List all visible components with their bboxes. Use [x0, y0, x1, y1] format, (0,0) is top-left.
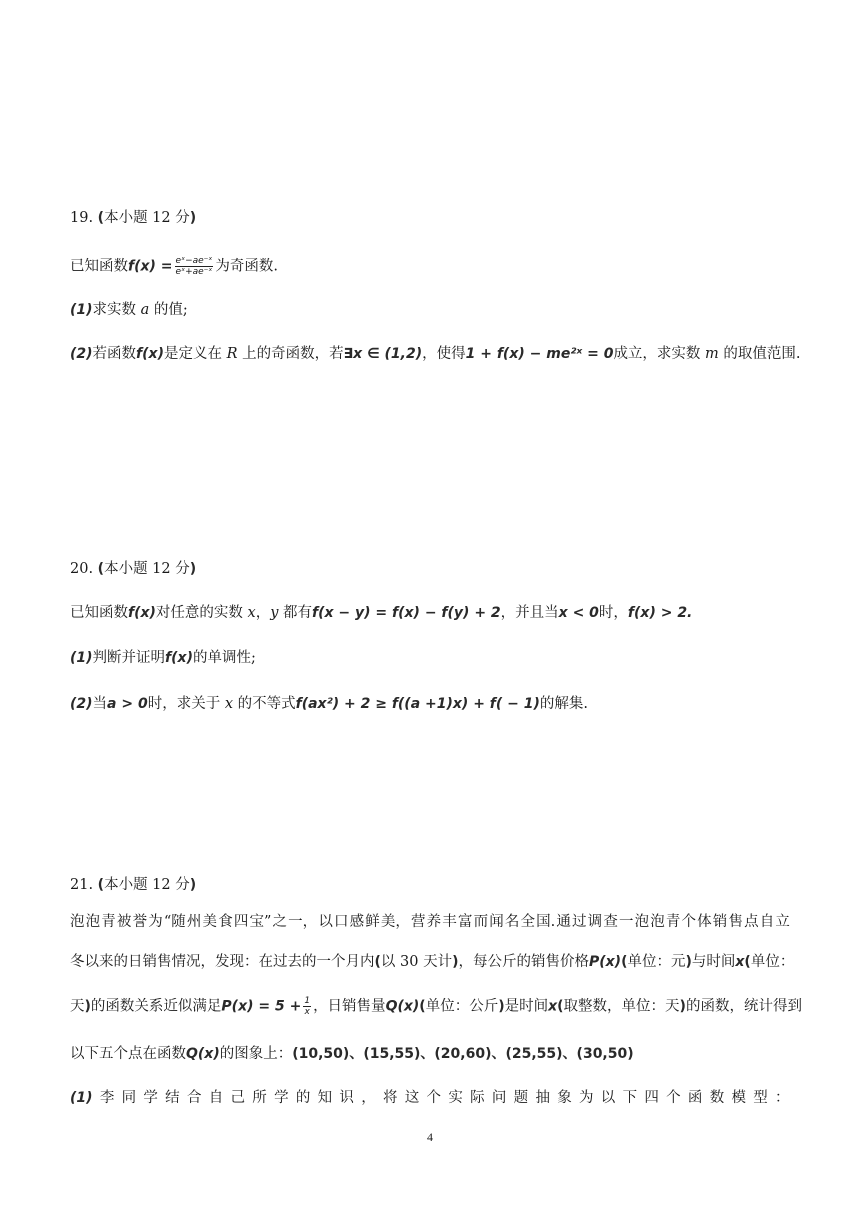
q21-line5-glyph: ：	[775, 1090, 790, 1106]
q21-line1-glyph: 名	[504, 914, 520, 930]
q21-line1-glyph: 而	[473, 914, 489, 930]
q21-line5-glyph: 抽	[535, 1090, 550, 1106]
q21-line2: 冬以来的日销售情况，发现：在过去的一个月内(以 30 天计)，每公斤的销售价格P(x)(单位：元)与时间x(单位：	[70, 954, 795, 970]
q21-data-points: (10,50)、(15,55)、(20,60)、(25,55)、(30,50)	[292, 1046, 634, 1062]
q21-line1-glyph: 州	[186, 914, 202, 930]
q21-line5-glyph: 识	[339, 1090, 354, 1106]
q21-line1-glyph: 查	[603, 914, 618, 930]
q21-line1-glyph: 丰	[442, 914, 457, 930]
q21-line1-glyph: 个	[681, 914, 697, 930]
q21-line1-glyph: 泡	[650, 914, 665, 930]
q21-line5-glyph: 题	[513, 1090, 529, 1106]
q19-part2: (2)若函数f(x)是定义在 R 上的奇函数，若∃x ∈ (1,2)，使得1 + f(x) − me²ˣ = 0成立，求实数 m 的取值范围.	[70, 346, 801, 362]
q21-line5-glyph: 以	[600, 1090, 616, 1106]
q19-function-def: f(x) =	[128, 258, 173, 275]
q21-line5-glyph: 将	[382, 1090, 398, 1106]
q21-line1-glyph: 调	[587, 914, 603, 930]
q21-line1-glyph: 一	[618, 914, 634, 930]
q21-line5-glyph: 李	[99, 1090, 115, 1106]
q21-line1-glyph: 青	[101, 914, 116, 930]
q21-line5-glyph: ，	[361, 1090, 376, 1106]
q21-line5-glyph: 个	[426, 1090, 442, 1106]
q21-line5	[70, 1088, 790, 1108]
q21-line5-glyph: 为	[579, 1090, 594, 1106]
q21-line5-glyph: 象	[557, 1090, 572, 1106]
q21-line1-glyph: 之	[272, 914, 288, 930]
q21-line1-glyph: 食	[218, 914, 233, 930]
q21-line4: 以下五个点在函数Q(x)的图象上：(10,50)、(15,55)、(20,60)、(25,55)、(30,50)	[70, 1046, 634, 1062]
q21-line5-glyph: 学	[274, 1090, 289, 1106]
page-number: 4	[427, 1130, 433, 1144]
q21-line1-glyph: 立	[775, 914, 790, 930]
q21-line5-glyph: 实	[448, 1090, 463, 1106]
q21-line1-glyph: 自	[759, 914, 775, 930]
q21-line5-glyph: 这	[404, 1090, 420, 1106]
q21-line1-glyph: “随	[163, 914, 186, 930]
q21-line1-glyph: 富	[457, 914, 473, 930]
q19-stem: 已知函数f(x) = $\frac{\text{eˣ−ae⁻ˣ}}{\text{eˣ+ae⁻ˣ}}$ 为奇函数.	[70, 256, 279, 277]
q21-line1-glyph: 养	[426, 914, 442, 930]
q21-line1-glyph: 誉	[132, 914, 148, 930]
q20-score: 本小题 12 分	[104, 561, 190, 577]
q21-line1-glyph: 口	[333, 914, 349, 930]
q19-header: 19. (本小题 12 分)	[70, 210, 197, 226]
q21-line1-glyph: 售	[728, 914, 743, 930]
q21-line1-glyph: 被	[116, 914, 132, 930]
q20-header: 20. (本小题 12 分)	[70, 561, 197, 577]
q21-line5-glyph: 的	[295, 1090, 311, 1106]
q21-part1-label: (1)	[70, 1090, 93, 1106]
q20-part2: (2)当a > 0时，求关于 x 的不等式f(ax²) + 2 ≥ f((a +1)x) + f( − 1)的解集.	[70, 696, 589, 712]
q21-line1-glyph: 宝”	[249, 914, 272, 930]
q20-functional-equation: f(x − y) = f(x) − f(y) + 2	[312, 605, 501, 621]
q21-line1-glyph: 体	[697, 914, 712, 930]
q21-line1-glyph: 泡	[634, 914, 650, 930]
q21-line1-glyph: 泡	[70, 914, 85, 930]
q21-line5-glyph: 同	[121, 1090, 137, 1106]
q21-line1-glyph: 青	[665, 914, 681, 930]
q21-line1-glyph: 全	[520, 914, 535, 930]
q21-line5-glyph: 知	[317, 1090, 333, 1106]
q21-line5-glyph: 自	[208, 1090, 224, 1106]
q21-line5-glyph: 模	[731, 1090, 746, 1106]
q21-line1-glyph: 美，	[380, 914, 410, 930]
q21-line5-glyph: 结	[165, 1090, 180, 1106]
q21-score: 本小题 12 分	[104, 877, 190, 893]
q21-line1-glyph: 销	[712, 914, 728, 930]
q20-number: 20.	[70, 561, 94, 577]
q21-line1-glyph: 点	[744, 914, 759, 930]
q21-line5-glyph: 所	[252, 1090, 267, 1106]
q21-line1-glyph: 为	[148, 914, 163, 930]
q21-line1-glyph: 泡	[85, 914, 101, 930]
q21-line1-glyph: 通	[556, 914, 571, 930]
q21-number: 21.	[70, 877, 94, 893]
q21-line1	[70, 912, 790, 932]
q21-line1-glyph: 鲜	[365, 914, 380, 930]
q21-line1-glyph: 美	[202, 914, 218, 930]
q21-line1-glyph: 过	[572, 914, 587, 930]
q20-stem: 已知函数f(x)对任意的实数 x，y 都有f(x − y) = f(x) − f(y) + 2，并且当x < 0时，f(x) > 2.	[70, 605, 693, 621]
q21-line5-glyph: 问	[491, 1090, 507, 1106]
q21-line1-glyph: 以	[318, 914, 333, 930]
q21-line1-glyph: 四	[233, 914, 249, 930]
q20-inequality: f(ax²) + 2 ≥ f((a +1)x) + f( − 1)	[295, 696, 540, 712]
q21-line1-glyph: 感	[349, 914, 365, 930]
q21-line1-glyph: 闻	[489, 914, 504, 930]
q21-line5-glyph: 合	[186, 1090, 202, 1106]
q21-line5-glyph: 四	[644, 1090, 659, 1106]
q21-line3: 天)的函数关系近似满足P(x) = 5 + $\frac{1}{x}$ ，日销售量Q(x)(单位：公斤)是时间x(取整数，单位：天)的函数，统计得到	[70, 996, 802, 1017]
q21-line5-glyph: 个	[666, 1090, 681, 1106]
q21-line5-glyph: 际	[470, 1090, 485, 1106]
q19-number: 19.	[70, 210, 94, 226]
q21-line1-glyph: 一，	[288, 914, 318, 930]
q21-fraction: $\frac{1}{x}$	[304, 996, 311, 1017]
q21-line5-glyph: 函	[687, 1090, 703, 1106]
q21-line5-glyph: 学	[143, 1090, 158, 1106]
q19-fraction: $\frac{\text{eˣ−ae⁻ˣ}}{\text{eˣ+ae⁻ˣ}}$	[175, 256, 213, 277]
q21-line5-glyph: 型	[753, 1090, 768, 1106]
q21-line5-glyph: 己	[230, 1090, 246, 1106]
q21-line1-glyph: 营	[411, 914, 426, 930]
q21-line5-glyph: 下	[622, 1090, 638, 1106]
q21-header: 21. (本小题 12 分)	[70, 877, 197, 893]
q19-score: 本小题 12 分	[104, 210, 190, 226]
q20-part1: (1)判断并证明f(x)的单调性;	[70, 650, 256, 666]
q21-line5-glyph: 数	[709, 1090, 725, 1106]
q19-part1: (1)求实数 a 的值;	[70, 302, 188, 318]
q21-line1-glyph: 国.	[536, 914, 556, 930]
